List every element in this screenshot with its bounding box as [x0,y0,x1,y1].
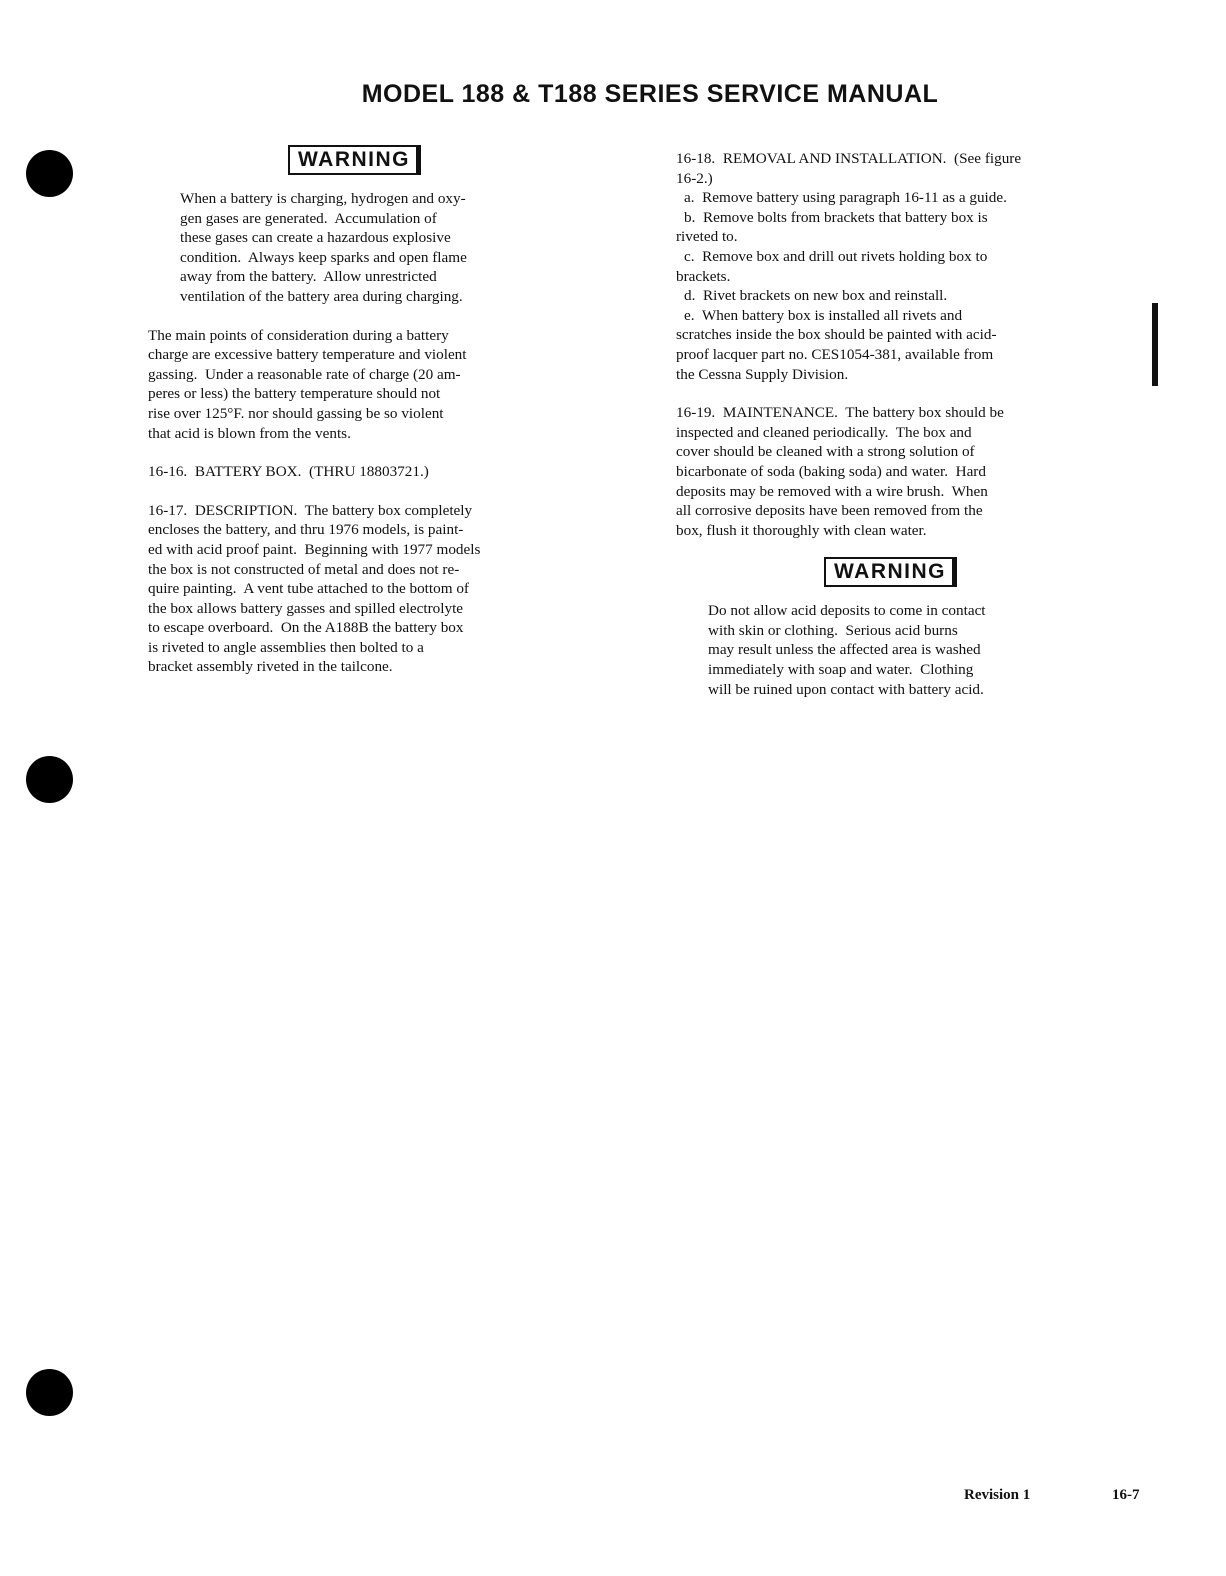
text-line: gen gases are generated. Accumulation of [180,209,437,227]
text-line: immediately with soap and water. Clothing [708,661,974,679]
text-line: away from the battery. Allow unrestricted [180,268,437,286]
warning-header-left [148,145,630,175]
list-item: the Cessna Supply Division. [676,365,849,383]
section-heading: 16-16. BATTERY BOX. (THRU 18803721.) [148,463,429,481]
text-line: ed with acid proof paint. Beginning with 1977 models [148,540,481,558]
removal-steps-list [676,188,1166,384]
paragraph-16-19-maintenance [676,403,1166,540]
text-line: all corrosive deposits have been removed from the [676,502,983,520]
text-line: inspected and cleaned periodically. The box and [676,423,972,441]
text-line: that acid is blown from the vents. [148,424,351,442]
list-item: c. Remove box and drill out rivets holding box to [684,247,988,265]
warning-label: WARNING [288,145,421,175]
warning-text-battery-charging [148,189,630,307]
text-line: deposits may be removed with a wire brush. When [676,482,988,500]
binder-hole-bottom [26,1369,73,1416]
right-column [676,149,1166,699]
text-line: the box is not constructed of metal and does not re- [148,560,460,578]
text-line: quire painting. A vent tube attached to the bottom of [148,580,469,598]
text-line: condition. Always keep sparks and open flame [180,248,467,266]
revision-label: Revision 1 [964,1487,1031,1503]
binder-hole-middle [26,756,73,803]
paragraph-charge-considerations [148,326,630,444]
text-line: peres or less) the battery temperature should not [148,385,441,403]
list-item: brackets. [676,267,731,285]
text-line: box, flush it thoroughly with clean water. [676,521,927,539]
warning-label: WARNING [824,557,957,587]
text-line: the box allows battery gasses and spilled electrolyte [148,599,464,617]
list-item: proof lacquer part no. CES1054-381, available from [676,345,994,363]
list-item: a. Remove battery using paragraph 16-11 as a guide. [684,189,1007,207]
text-line: with skin or clothing. Serious acid burns [708,621,958,639]
warning-text-acid-deposits [676,601,1166,699]
heading-16-18-removal-installation [676,149,1166,188]
text-line: gassing. Under a reasonable rate of charge (20 am- [148,365,461,383]
text-line: bicarbonate of soda (baking soda) and water. Hard [676,462,986,480]
left-column [148,145,630,677]
text-line: rise over 125°F. nor should gassing be so violent [148,404,444,422]
revision-bar [1152,303,1158,386]
text-line: 16-17. DESCRIPTION. The battery box completely [148,501,473,519]
page-number: 16-7 [1112,1487,1140,1503]
text-line: will be ruined upon contact with battery acid. [708,680,984,698]
text-line: Do not allow acid deposits to come in contact [708,602,986,620]
list-item: riveted to. [676,228,738,246]
text-line: 16-19. MAINTENANCE. The battery box should be [676,404,1004,422]
heading-16-16-battery-box [148,462,630,482]
warning-header-right [676,557,1166,587]
text-line: ventilation of the battery area during charging. [180,287,463,305]
binder-hole-top [26,150,73,197]
text-line: cover should be cleaned with a strong solution of [676,443,975,461]
text-line: The main points of consideration during a battery [148,326,449,344]
text-line: charge are excessive battery temperature and violent [148,346,467,364]
paragraph-16-17-description [148,501,630,677]
text-line: bracket assembly riveted in the tailcone. [148,658,393,676]
section-heading: 16-18. REMOVAL AND INSTALLATION. (See figure [676,150,1022,167]
list-item: b. Remove bolts from brackets that battery box is [684,208,988,226]
text-line: encloses the battery, and thru 1976 models, is paint- [148,521,464,539]
text-line: these gases can create a hazardous explosive [180,229,451,247]
page-title: MODEL 188 & T188 SERIES SERVICE MANUAL [361,80,939,108]
text-line: may result unless the affected area is washed [708,641,981,659]
list-item: e. When battery box is installed all rivets and [684,306,963,324]
list-item: scratches inside the box should be painted with acid- [676,326,997,344]
text-line: to escape overboard. On the A188B the battery box [148,619,464,637]
text-line: When a battery is charging, hydrogen and oxy- [180,190,466,207]
text-line: is riveted to angle assemblies then bolted to a [148,638,424,656]
list-item: d. Rivet brackets on new box and reinstall. [684,287,948,305]
section-heading: 16-2.) [676,169,713,187]
